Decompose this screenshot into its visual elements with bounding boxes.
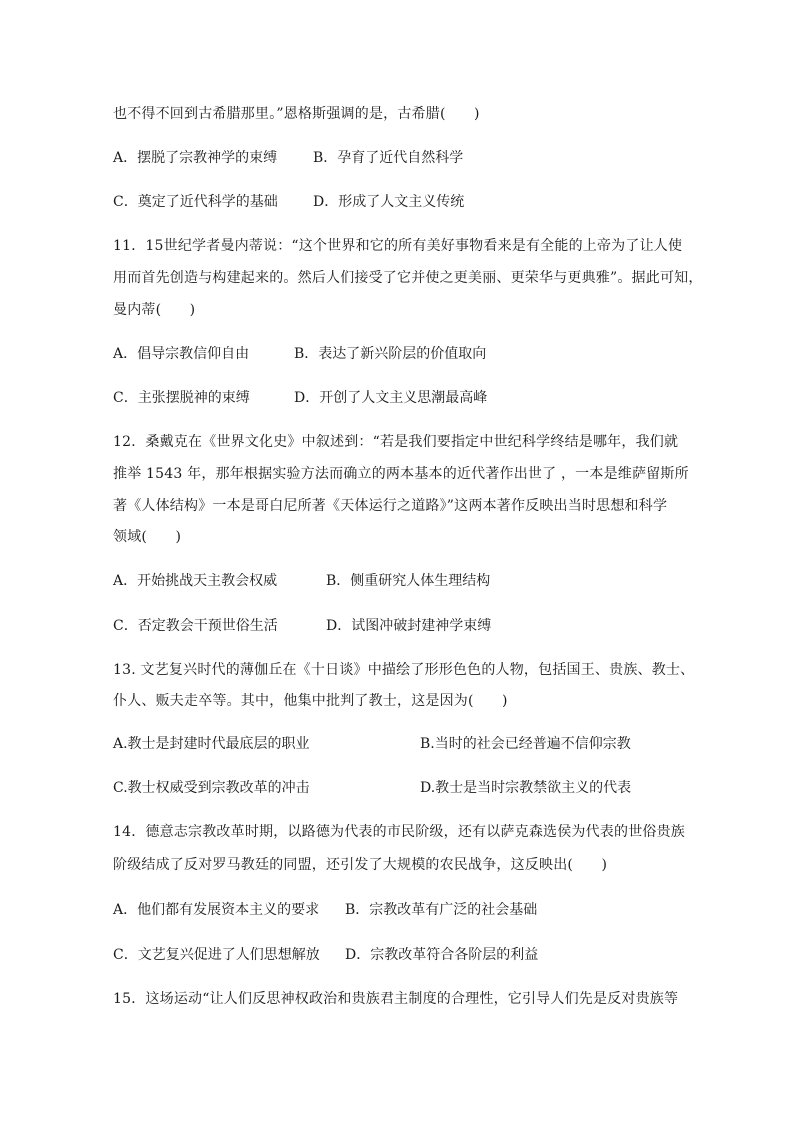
q13-stem-line-1: 13. 文艺复兴时代的薄伽丘在《十日谈》中描绘了形形色色的人物，包括国王、贵族、教士、 bbox=[113, 662, 695, 678]
q10-option-a[interactable]: A．摆脱了宗教神学的束缚 bbox=[113, 150, 278, 166]
q12-stem-line-1: 12．桑戴克在《世界文化史》中叙述到：“若是我们要指定中世纪科学终结是哪年，我们就 bbox=[113, 434, 679, 450]
q12-option-d[interactable]: D．试图冲破封建神学束缚 bbox=[326, 618, 492, 634]
q11-option-a[interactable]: A．倡导宗教信仰自由 bbox=[113, 346, 250, 362]
q14-stem-line-2: 阶级结成了反对罗马教廷的同盟，还引发了大规模的农民战争，这反映出( ) bbox=[113, 857, 608, 873]
q11-stem-line-2: 用而首先创造与构建起来的。然后人们接受了它并使之更美丽、更荣华与更典雅”。据此可知， bbox=[113, 270, 703, 286]
q10-option-d[interactable]: D．形成了人文主义传统 bbox=[313, 194, 465, 210]
q11-option-c[interactable]: C．主张摆脱神的束缚 bbox=[113, 390, 250, 406]
q15-stem-line-1: 15．这场运动“让人们反思神权政治和贵族君主制度的合理性，它引导人们先是反对贵族等 bbox=[113, 991, 679, 1007]
q12-option-a[interactable]: A．开始挑战天主教会权威 bbox=[113, 573, 278, 589]
q13-stem-line-2: 仆人、贩夫走卒等。其中，他集中批判了教士，这是因为( ) bbox=[113, 693, 508, 709]
q12-stem-line-4: 领域( ) bbox=[113, 529, 182, 545]
q11-stem-line-3: 曼内蒂( ) bbox=[113, 302, 196, 318]
q11-option-d[interactable]: D．开创了人文主义思潮最高峰 bbox=[294, 390, 488, 406]
q12-stem-line-2: 推举 1543 年，那年根据实验方法而确立的两本基本的近代著作出世了 ，一本是维萨留斯所 bbox=[113, 466, 689, 482]
q13-option-a[interactable]: A.教士是封建时代最底层的职业 bbox=[113, 736, 310, 752]
q14-stem-line-1: 14．德意志宗教改革时期，以路德为代表的市民阶级，还有以萨克森选侯为代表的世俗贵族 bbox=[113, 824, 686, 840]
q14-option-c[interactable]: C．文艺复兴促进了人们思想解放 bbox=[113, 947, 320, 963]
q14-option-a[interactable]: A．他们都有发展资本主义的要求 bbox=[113, 902, 320, 918]
q13-option-b[interactable]: B.当时的社会已经普遍不信仰宗教 bbox=[420, 736, 631, 752]
q13-option-c[interactable]: C.教士权威受到宗教改革的冲击 bbox=[113, 780, 310, 796]
q11-option-b[interactable]: B．表达了新兴阶层的价值取向 bbox=[294, 346, 487, 362]
q14-option-d[interactable]: D．宗教改革符合各阶层的利益 bbox=[345, 947, 539, 963]
q11-stem-line-1: 11．15世纪学者曼内蒂说：“这个世界和它的所有美好事物看来是有全能的上帝为了让人使 bbox=[113, 238, 683, 254]
q10-option-c[interactable]: C．奠定了近代科学的基础 bbox=[113, 194, 278, 210]
q12-stem-line-3: 著《人体结构》一本是哥白尼所著《天体运行之道路》”这两本著作反映出当时思想和科学 bbox=[113, 498, 668, 514]
q10-option-b[interactable]: B．孕育了近代自然科学 bbox=[313, 150, 464, 166]
q13-option-d[interactable]: D.教士是当时宗教禁欲主义的代表 bbox=[420, 780, 632, 796]
q12-option-b[interactable]: B．侧重研究人体生理结构 bbox=[326, 573, 491, 589]
q14-option-b[interactable]: B．宗教改革有广泛的社会基础 bbox=[345, 902, 538, 918]
q10-stem-line: 也不得不回到古希腊那里。”恩格斯强调的是，古希腊( ) bbox=[113, 106, 480, 122]
q12-option-c[interactable]: C．否定教会干预世俗生活 bbox=[113, 618, 278, 634]
